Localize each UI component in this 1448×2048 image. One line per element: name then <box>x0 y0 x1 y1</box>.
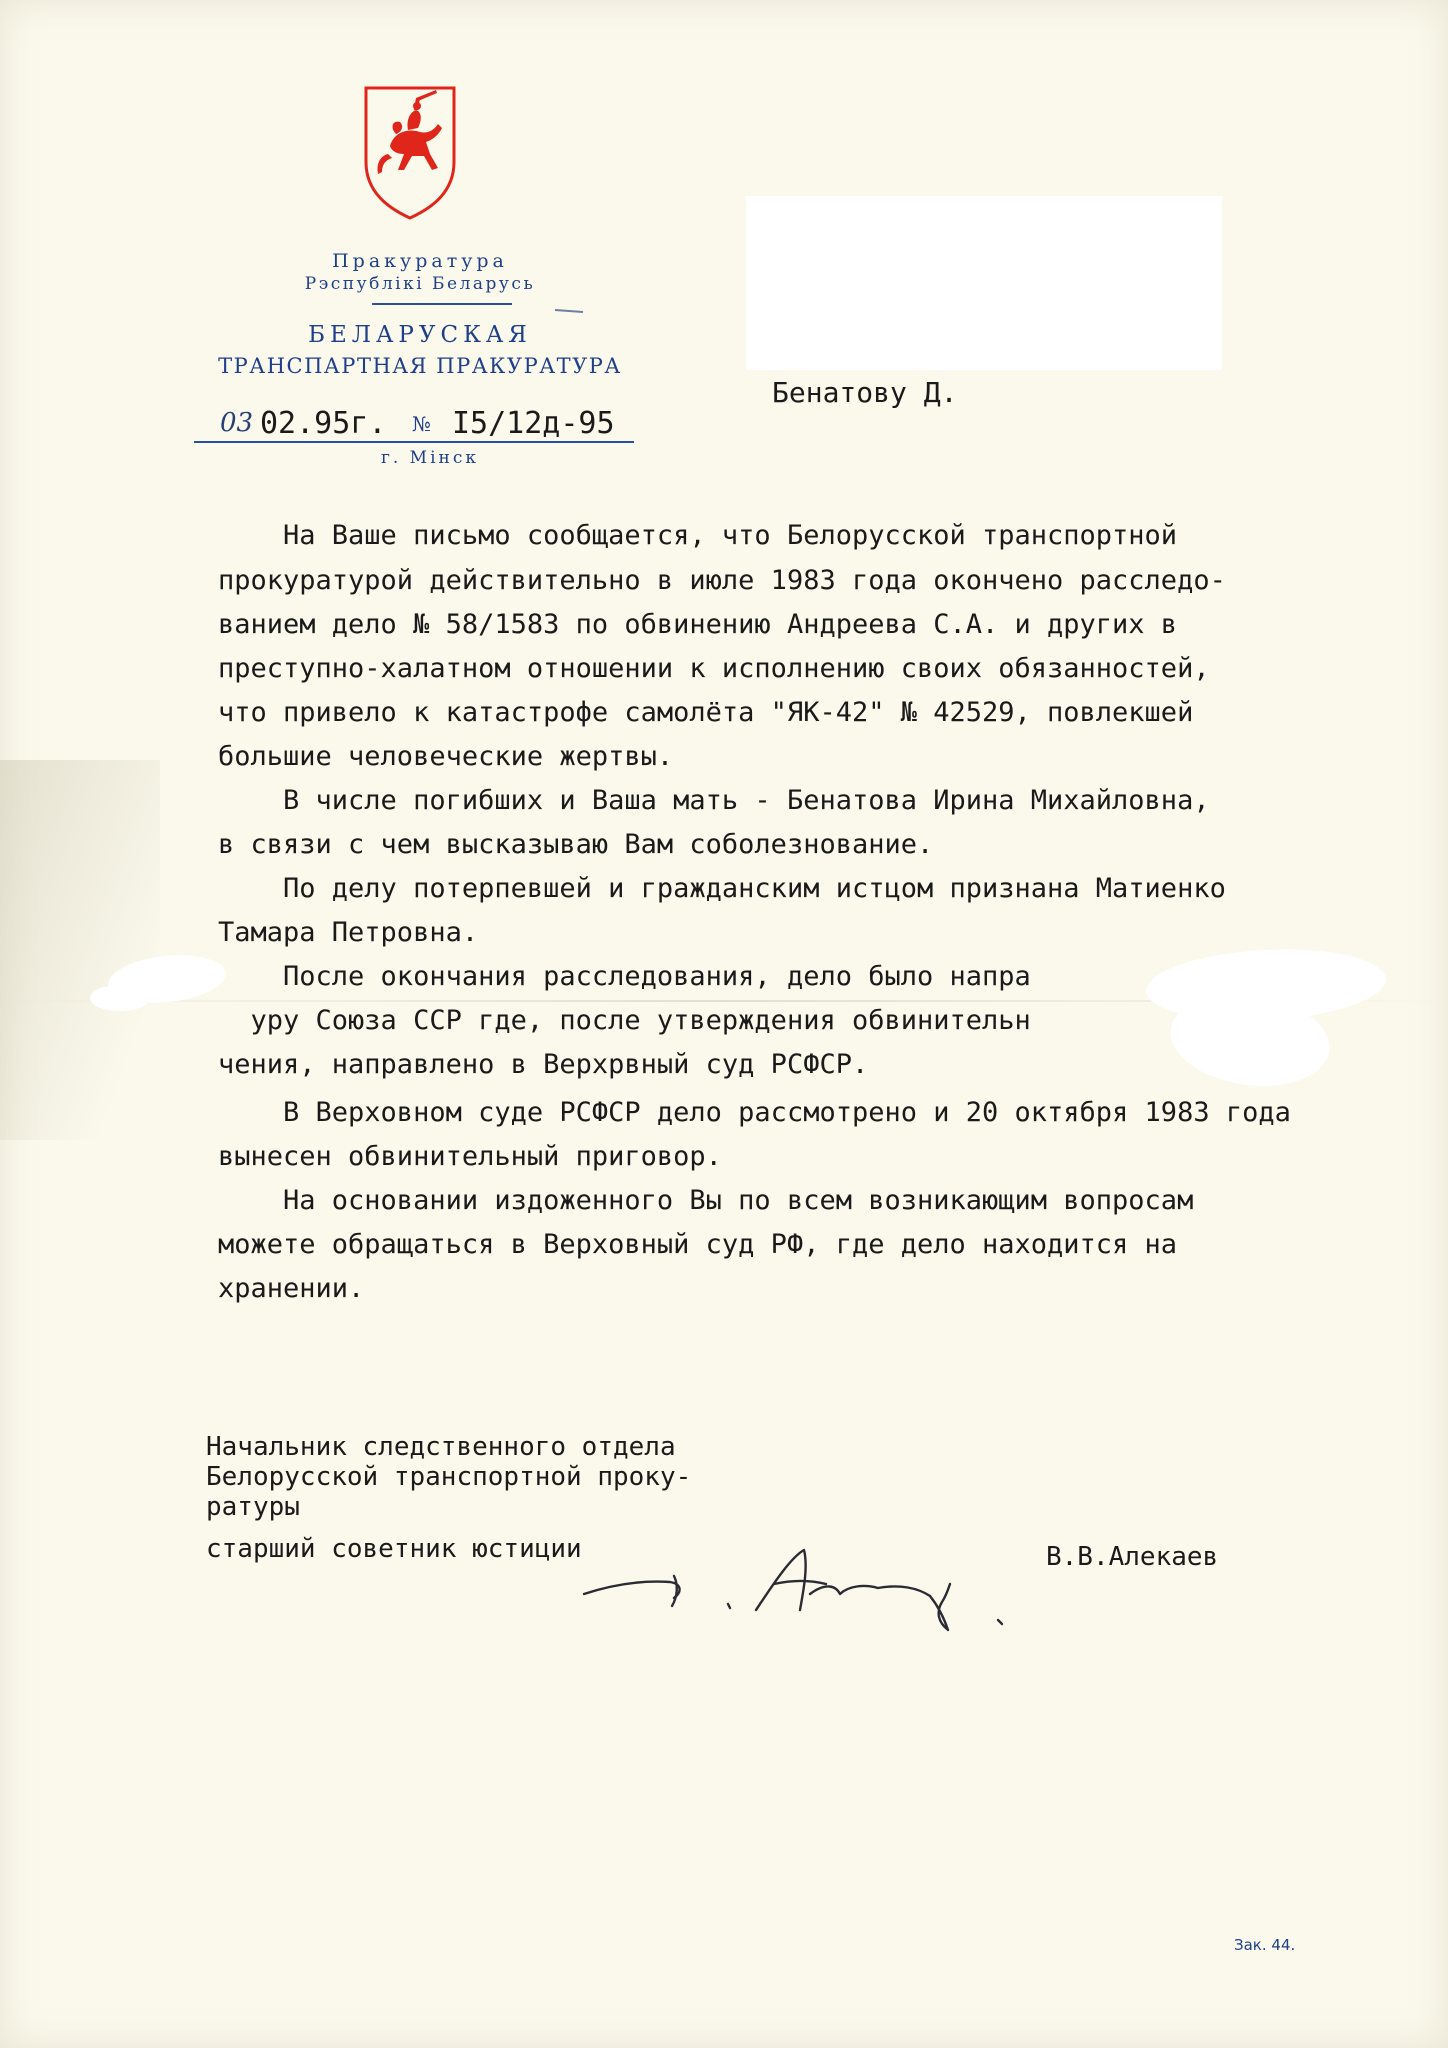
body-line: В числе погибших и Ваша мать - Бенатова Ирина Михайловна, <box>218 785 1210 816</box>
letterhead-divider <box>372 303 512 305</box>
body-line: По делу потерпевшей и гражданским истцом признана Матиенко <box>218 873 1226 904</box>
body-line: прокуратурой действительно в июле 1983 года окончено расследо- <box>218 565 1226 596</box>
letterhead-belarusian: БЕЛАРУСКАЯ <box>308 322 532 348</box>
handwritten-signature <box>578 1536 1058 1636</box>
body-line: чения, направлено в Верхрвный суд РСФСР. <box>218 1049 869 1080</box>
body-line: ванием дело № 58/1583 по обвинению Андреева С.А. и других в <box>218 609 1178 640</box>
signatory-rank: старший советник юстиции <box>206 1534 582 1564</box>
pahonia-coat-of-arms-icon <box>360 84 460 222</box>
date-underline <box>194 441 634 443</box>
letter-date-number <box>194 404 634 444</box>
body-line: После окончания расследования, дело было напра <box>218 961 1031 992</box>
body-line: преступно-халатном отношении к исполнению своих обязанностей, <box>218 653 1210 684</box>
letter-number: I5/12д-95 <box>452 406 615 441</box>
signatory-name: В.В.Алекаев <box>1046 1542 1219 1572</box>
body-line: уру Союза ССР где, после утверждения обвинительн <box>218 1005 1031 1036</box>
signatory-title-line1: Начальник следственного отдела <box>206 1432 676 1462</box>
body-line: вынесен обвинительный приговор. <box>218 1141 722 1172</box>
body-line: Тамара Петровна. <box>218 917 479 948</box>
signatory-title-line3: ратуры <box>206 1492 300 1522</box>
number-sign: № <box>412 412 431 436</box>
body-line: большие человеческие жертвы. <box>218 741 674 772</box>
order-number-footer: Зак. 44. <box>1234 1936 1296 1954</box>
redacted-address <box>746 196 1222 370</box>
paper-fold-shadow <box>0 760 160 1140</box>
body-line: хранении. <box>218 1273 365 1304</box>
body-line: можете обращаться в Верховный суд РФ, где дело находится на <box>218 1229 1178 1260</box>
body-line: На основании издоженного Вы по всем возникающим вопросам <box>218 1185 1194 1216</box>
body-line: что привело к катастрофе самолёта "ЯК-42" № 42529, повлекшей <box>218 697 1194 728</box>
signatory-title-line2: Белорусской транспортной проку- <box>206 1462 692 1492</box>
letter-date-day: 03 <box>220 408 254 438</box>
paper-tear <box>90 985 150 1011</box>
letterhead-republic: Рэспублікі Беларусь <box>304 274 536 294</box>
addressee: Бенатову Д. <box>772 376 958 409</box>
body-line: На Ваше письмо сообщается, что Белорусской транспортной <box>218 520 1178 551</box>
letter-date: 02.95г. <box>260 406 387 441</box>
letterhead-prosecutor-office: Пракуратура <box>332 250 508 272</box>
body-line: В Верховном суде РСФСР дело рассмотрено и 20 октября 1983 года <box>218 1097 1291 1128</box>
letterhead-city: г. Мінск <box>380 448 480 468</box>
letterhead-divider-mark <box>555 309 583 313</box>
body-line: в связи с чем высказываю Вам соболезнование. <box>218 829 934 860</box>
letterhead-transport-prosecutor: ТРАНСПАРТНАЯ ПРАКУРАТУРА <box>218 354 622 378</box>
